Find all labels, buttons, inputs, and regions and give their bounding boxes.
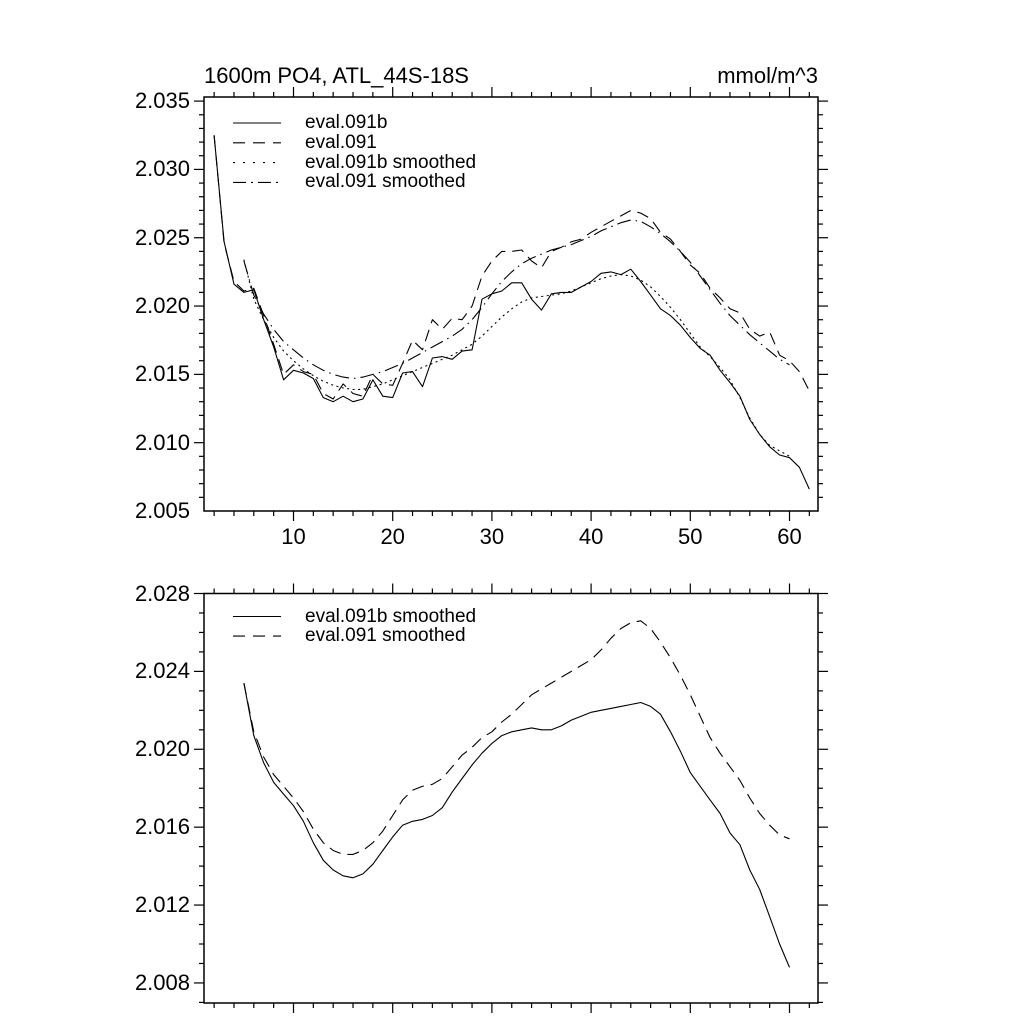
series-eval.091b [214,131,809,489]
y-tick-label: 2.016 [134,814,190,840]
x-tick-label: 30 [479,524,505,549]
legend-label-eval.091b: eval.091b [305,112,388,133]
x-tick-label: 20 [380,524,405,549]
legend-label-eval.091-smoothed: eval.091 smoothed [305,171,466,193]
panel-top-frame [204,97,818,511]
series-eval.091b-smoothed [244,260,790,457]
y-tick-label: 2.015 [134,361,190,387]
y-tick-label: 2.005 [134,498,190,523]
series-eval.091-smoothed [244,621,790,855]
panel-bottom-frame [204,594,818,1004]
y-tick-label: 2.010 [134,429,190,455]
y-tick-label: 2.020 [134,736,190,762]
legend-label-eval.091: eval.091 [305,131,377,153]
x-tick-label: 40 [578,524,604,549]
y-tick-label: 2.020 [134,293,190,319]
legend-label-eval.091-smoothed: eval.091 smoothed [305,625,466,647]
y-tick-label: 2.035 [134,88,190,114]
x-tick-label: 50 [678,524,703,549]
page-title: 1600m PO4, ATL_44S-18S [204,63,469,88]
x-tick-label: 60 [777,524,802,549]
y-tick-label: 2.025 [134,224,190,250]
y-tick-label: 2.028 [134,580,190,606]
y-tick-label: 2.008 [134,969,190,995]
y-tick-label: 2.012 [134,892,190,918]
legend-label-eval.091b-smoothed: eval.091b smoothed [305,151,477,173]
legend-label-eval.091b-smoothed: eval.091b smoothed [305,605,477,627]
x-tick-label: 10 [281,524,306,549]
series-eval.091 [214,131,809,399]
series-eval.091b-smoothed [244,683,790,967]
units-label: mmol/m^3 [717,63,818,88]
y-tick-label: 2.030 [134,156,190,182]
y-tick-label: 2.024 [134,658,190,684]
